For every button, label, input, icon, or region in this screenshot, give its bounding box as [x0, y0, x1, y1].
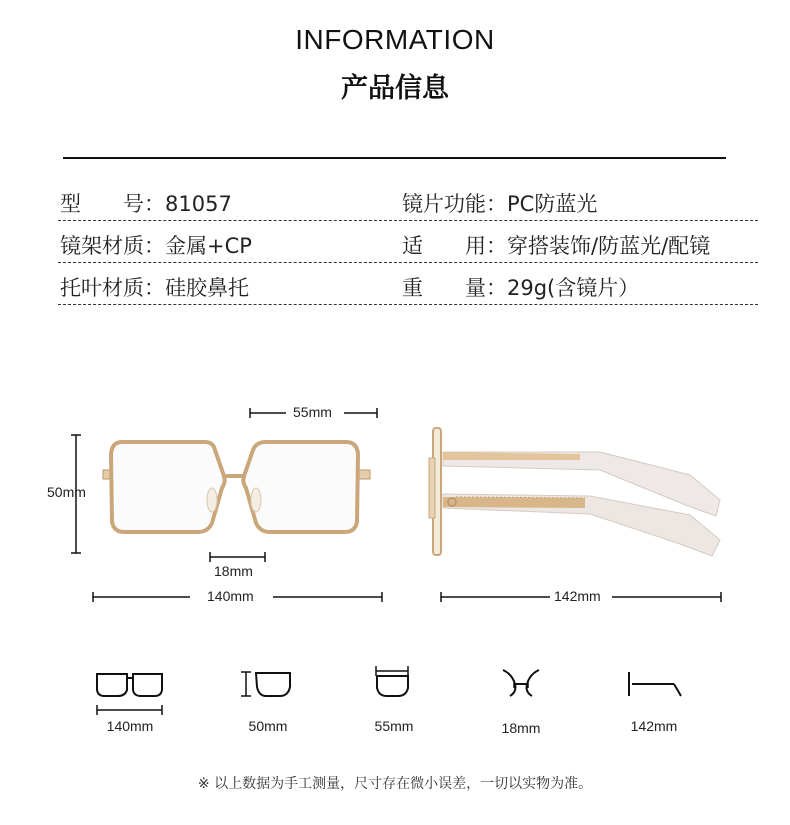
spec-model-label: 型 号： — [60, 192, 165, 216]
icon-label-temple: 142mm — [630, 718, 678, 734]
spec-model — [60, 188, 232, 218]
spec-frame-material — [60, 230, 252, 260]
lens-width-icon — [376, 666, 408, 696]
front-nosepad-left — [207, 488, 217, 512]
spec-frame-material-label: 镜架材质： — [60, 234, 165, 258]
spec-lens-function-value: PC防蓝光 — [507, 192, 598, 216]
dim-lens-width-label: 55mm — [293, 404, 332, 420]
spec-weight-label: 重 量： — [402, 276, 507, 300]
spec-row-material — [58, 226, 758, 263]
front-left-lens — [111, 442, 225, 532]
dim-bridge-label: 18mm — [214, 563, 253, 579]
temple-icon — [629, 672, 681, 696]
spec-usage-label: 适 用： — [402, 234, 507, 258]
spec-nosepad-material — [60, 272, 249, 302]
title-english: INFORMATION — [295, 24, 495, 55]
spec-nosepad-label: 托叶材质： — [60, 276, 165, 300]
bridge-icon — [503, 670, 539, 696]
spec-lens-function-label: 镜片功能： — [402, 192, 507, 216]
spec-usage-value: 穿搭装饰/防蓝光/配镜 — [507, 234, 711, 258]
dim-bridge-line — [210, 552, 265, 562]
spec-weight — [402, 272, 639, 302]
icon-label-lens-height: 50mm — [248, 718, 288, 734]
spec-frame-material-value: 金属+CP — [165, 234, 252, 258]
spec-weight-value: 29g(含镜片） — [507, 276, 640, 300]
spec-model-value: 81057 — [165, 192, 232, 216]
spec-row-model — [58, 184, 758, 221]
glasses-side-view — [429, 428, 720, 556]
spec-nosepad-value: 硅胶鼻托 — [165, 276, 249, 300]
front-temple-stubs — [103, 470, 370, 479]
spec-row-nosepad — [58, 268, 758, 305]
title-chinese: 产品信息 — [341, 73, 449, 104]
dim-temple-length-label: 142mm — [554, 588, 601, 604]
front-right-lens — [243, 442, 358, 532]
spec-lens-function — [402, 188, 597, 218]
spec-usage — [402, 230, 710, 260]
dim-frame-width-label: 140mm — [207, 588, 254, 604]
footer-note: ※ 以上数据为手工测量，尺寸存在微小误差，一切以实物为准。 — [197, 776, 593, 792]
icon-label-bridge: 18mm — [501, 720, 541, 736]
front-nosepad-right — [251, 488, 261, 512]
lens-height-icon — [241, 672, 290, 696]
icon-label-frame-width: 140mm — [106, 718, 154, 734]
icon-label-lens-width: 55mm — [374, 718, 414, 734]
frame-width-icon — [97, 674, 162, 715]
header-divider — [63, 157, 726, 159]
dim-lens-height-label: 50mm — [47, 484, 86, 500]
